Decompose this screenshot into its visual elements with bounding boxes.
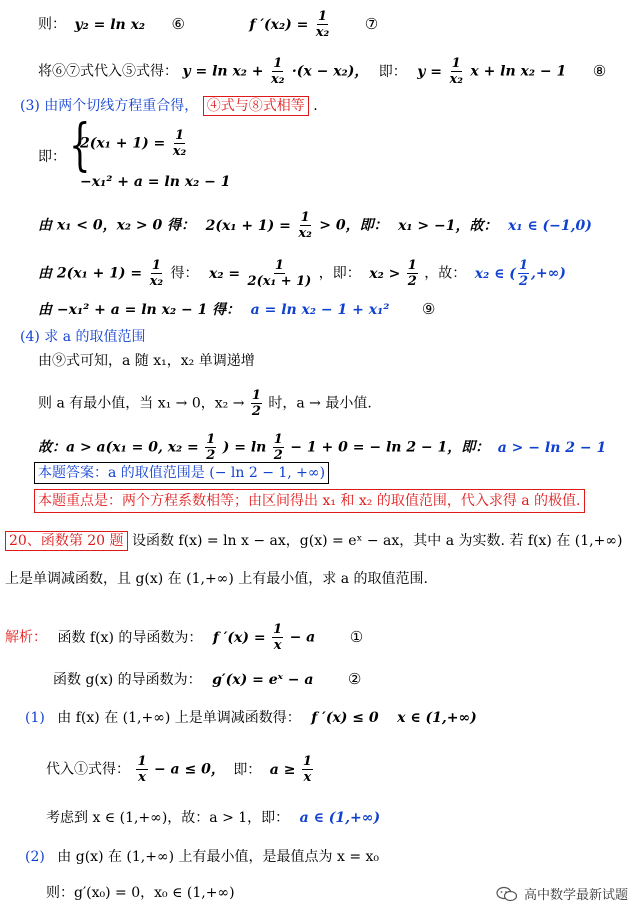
problem-statement-1: 20、函数第 20 题 设函数 f(x) = ln x − ax，g(x) = eˣ − ax，其中 a 为实数. 若 f(x) 在 (1,+∞): [5, 534, 622, 548]
line-1: 则： y₂ = ln x₂ ⑥ f ′(x₂) = $\frac{1}{\text{x₂}}$ ⑦: [38, 9, 379, 40]
line-2: 将⑥⑦式代入⑤式得： y = ln x₂ + $\frac{1}{\text{x₂}}$ ·(x − x₂)， 即： y = $\frac{1}{\text{x₂}}$ x + ln x₂ − 1 ⑧: [38, 56, 607, 87]
line-3: (3) 由两个切线方程重合得， ④式与⑧式相等 .: [20, 98, 318, 114]
highlight-box: ④式与⑧式相等: [203, 96, 309, 116]
problem-statement-2: 上是单调减函数，且 g(x) 在 (1,+∞) 上有最小值，求 a 的取值范围.: [5, 571, 428, 587]
section-4-heading: (4) 求 a 的取值范围: [20, 329, 146, 345]
line-16: 解析： 函数 f(x) 的导函数为： f ′(x) = $\frac{1}{x}$ − a ①: [5, 622, 364, 653]
line-17: 函数 g(x) 的导函数为： g′(x) = eˣ − a ②: [53, 670, 362, 688]
key-point-box: 本题重点是：两个方程系数相等；由区间得出 x₁ 和 x₂ 的取值范围，代入求得 a 的极值.: [34, 494, 585, 508]
system-label: 即：: [38, 149, 66, 165]
line-5: 由 x₁ < 0，x₂ > 0 得： 2(x₁ + 1) = $\frac{1}{\text{x₂}}$ > 0，即： x₁ > −1，故： x₁ ∈ (−1,0): [38, 210, 592, 241]
wechat-icon: [496, 886, 518, 902]
line-11: 故：a > a(x₁ = 0, x₂ = $\frac{1}{2}$ ) = ln $\frac{1}{2}$ − 1 + 0 = − ln 2 − 1，即： a > − ln 2 − 1: [38, 432, 607, 463]
line-19: 代入①式得： $\frac{1}{x}$ − a ≤ 0， 即： a ≥ $\frac{1}{x}$: [46, 754, 312, 785]
line-7: 由 −x₁² + a = ln x₂ − 1 得： a = ln x₂ − 1 + x₁² ⑨: [38, 300, 436, 318]
line-21: (2) 由 g(x) 在 (1,+∞) 上有最小值，是最值点为 x = x₀: [25, 849, 380, 865]
line-9: 由⑨式可知，a 随 x₁，x₂ 单调递增: [38, 353, 255, 369]
system-eq-1: 2(x₁ + 1) = $\frac{1}{\text{x₂}}$: [80, 128, 187, 159]
line-22: 则：g′(x₀) = 0，x₀ ∈ (1,+∞): [46, 885, 235, 901]
system-eq-2: −x₁² + a = ln x₂ − 1: [80, 174, 231, 190]
line-20: 考虑到 x ∈ (1,+∞)，故：a > 1，即： a ∈ (1,+∞): [46, 810, 381, 826]
left-brace: {: [69, 113, 91, 178]
answer-box: 本题答案：a 的取值范围是 (− ln 2 − 1, +∞): [34, 466, 329, 480]
watermark: 高中数学最新试题: [496, 884, 628, 903]
line-18: (1) 由 f(x) 在 (1,+∞) 上是单调减函数得： f ′(x) ≤ 0 x ∈ (1,+∞): [25, 710, 477, 726]
problem-tag: 20、函数第 20 题: [5, 531, 128, 551]
fraction: $\frac{1}{\text{x₂}}$: [315, 9, 330, 40]
line-10: 则 a 有最小值，当 x₁ → 0，x₂ → $\frac{1}{2}$ 时，a → 最小值.: [38, 388, 372, 419]
line-6: 由 2(x₁ + 1) = $\frac{1}{\text{x₂}}$ 得： x₂ = $\frac{1}{\text{2(x₁ + 1)}}$ ，即： x₂ > $\frac{1}{2}$ ，故： x₂ ∈ ( $\frac{1}{2}$ ,+∞): [38, 258, 566, 289]
